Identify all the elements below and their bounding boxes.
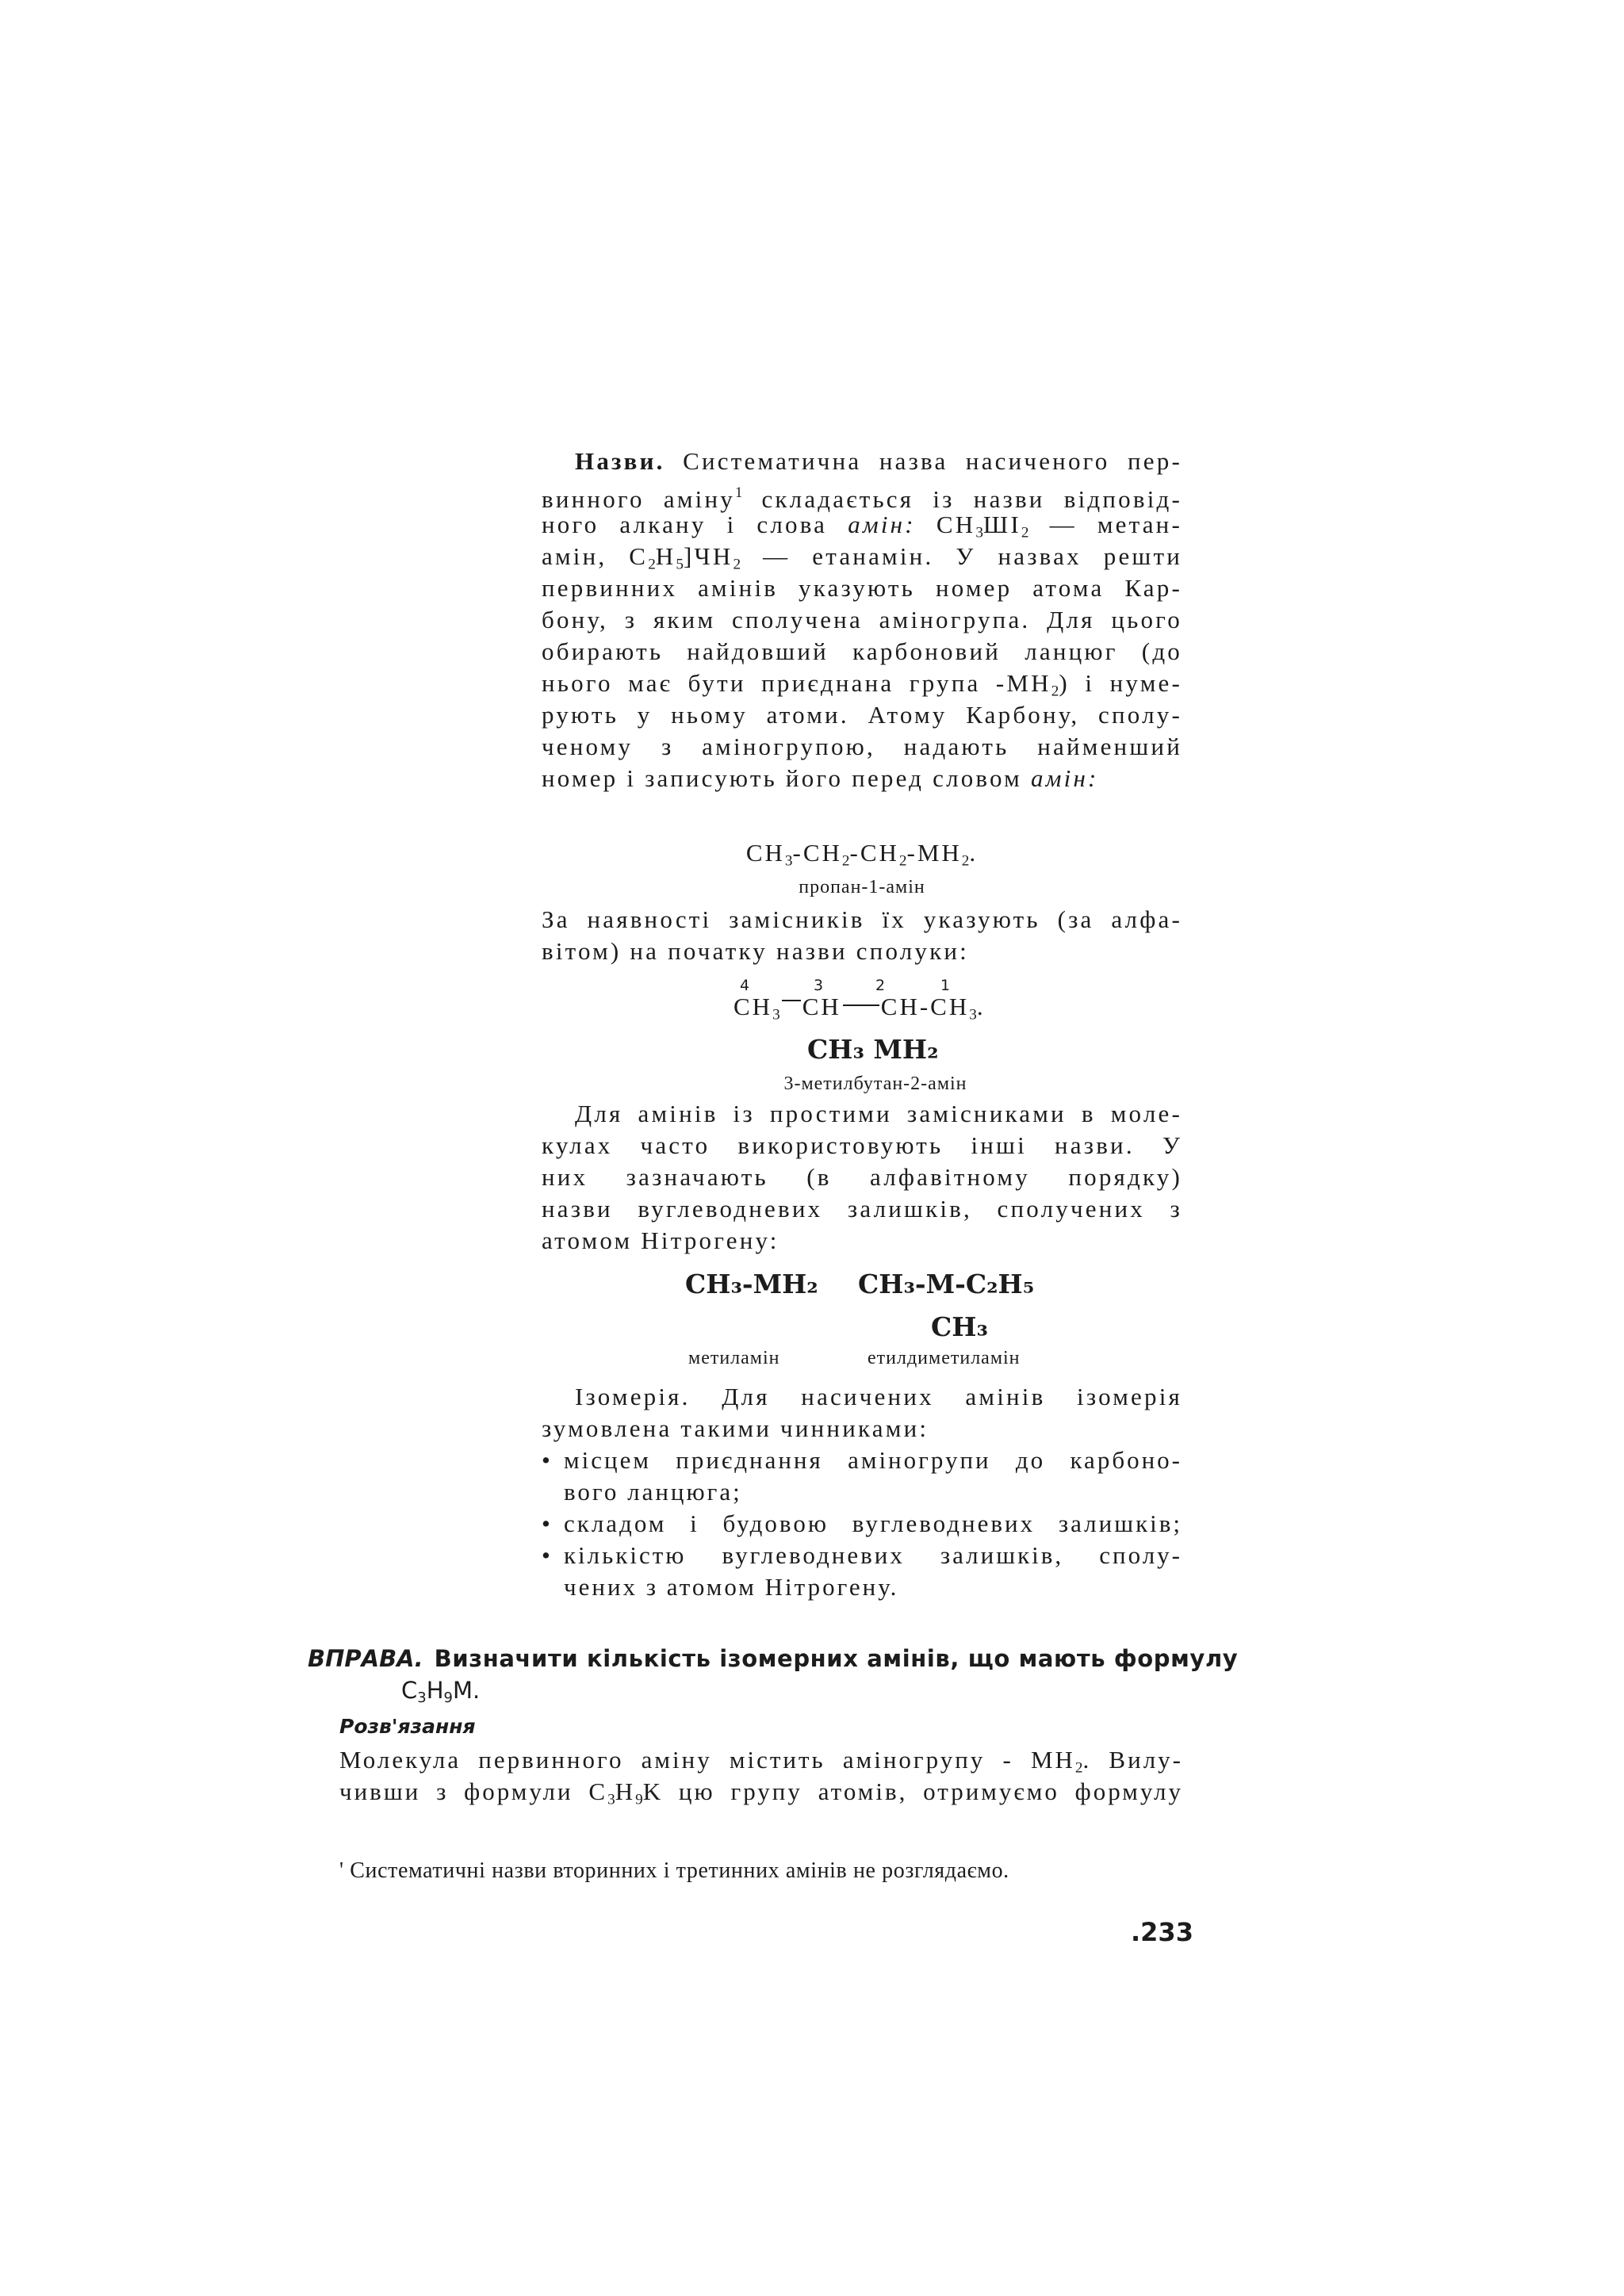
list-item bbox=[542, 1445, 1182, 1508]
text-line: Ізомерія. Для насичених амінів ізомерія bbox=[575, 1383, 1182, 1410]
text-line: рують у ньому атоми. Атому Карбону, сполу- bbox=[542, 701, 1182, 729]
bullet: • bbox=[542, 1510, 553, 1537]
text-line: зумовлена такими чинниками: bbox=[542, 1414, 929, 1442]
text-line: Назви. Систематична назва насиченого пер- bbox=[575, 447, 1182, 475]
solution-paragraph bbox=[339, 1744, 1183, 1808]
text-line: Молекула первинного аміну містить аміногрупу - $MH_2$. Вилу- bbox=[339, 1746, 1183, 1777]
text-line: нього має бути приєднана група $-MH_2$) і нуме- bbox=[542, 669, 1182, 700]
substituent-groups: CH₃ MH₂ bbox=[807, 1034, 939, 1065]
intro-paragraph bbox=[542, 446, 1182, 794]
text-line: вітом) на початку назви сполуки: bbox=[542, 937, 969, 965]
text-line: вого ланцюга; bbox=[564, 1478, 742, 1506]
text-line: Для амінів із простими замісниками в моле- bbox=[575, 1100, 1182, 1127]
structural-chain: $CH_3$ CH $CH-CH_3$. bbox=[733, 993, 986, 1024]
formula-methylamine: CH₃-MH₂ bbox=[685, 1269, 818, 1299]
exercise-text: Визначити кількість ізомерних амінів, що мають формулу bbox=[434, 1645, 1239, 1672]
formula-propanamine: $CH_3-CH_2-CH_2-MH_2$. bbox=[745, 839, 979, 870]
bullet: • bbox=[542, 1446, 553, 1474]
isomerism-factors-list bbox=[542, 1445, 1182, 1603]
compound-name: етилдиметиламін bbox=[868, 1348, 1021, 1368]
footnote: ' Систематичні назви вторинних і третинних амінів не розглядаємо. bbox=[339, 1858, 1009, 1883]
text-line: кількістю вуглеводневих залишків, сполу- bbox=[564, 1541, 1182, 1569]
text-line: бону, з яким сполучена аміногрупа. Для цього bbox=[542, 606, 1182, 633]
bond-line bbox=[782, 1000, 801, 1001]
compound-name: 3-метилбутан-2-амін bbox=[783, 1073, 967, 1094]
carbon-number: 2 bbox=[875, 977, 886, 994]
text-line: складом і будовою вуглеводневих залишків; bbox=[564, 1510, 1182, 1537]
methyl-substituent: CH₃ bbox=[931, 1311, 988, 1342]
substituents-paragraph bbox=[542, 904, 1182, 967]
text-line: назви вуглеводневих залишків, сполучених з bbox=[542, 1195, 1182, 1223]
list-item bbox=[542, 1540, 1182, 1603]
text-line: чивши з формули $C_3H_9K$ цю групу атомів, отримуємо формулу bbox=[339, 1777, 1183, 1808]
carbon-number: 3 bbox=[814, 977, 824, 994]
isomerism-paragraph bbox=[542, 1381, 1182, 1445]
exercise-label: ВПРАВА. bbox=[308, 1645, 423, 1672]
section-heading: Назви. bbox=[575, 447, 665, 475]
bullet: • bbox=[542, 1541, 553, 1569]
text-line: них зазначають (в алфавітному порядку) bbox=[542, 1163, 1182, 1191]
text-line: кулах часто використовують інші назви. У bbox=[542, 1131, 1182, 1159]
footnote-marker: 1 bbox=[734, 484, 743, 501]
simple-substituents-paragraph bbox=[542, 1098, 1182, 1257]
text-line: винного аміну$^1$ складається із назви відповід- bbox=[542, 484, 1183, 514]
exercise-line bbox=[308, 1643, 1239, 1674]
exercise-block bbox=[308, 1643, 1239, 1714]
text-line: первинних амінів указують номер атома Кар- bbox=[542, 574, 1182, 602]
page-number: .233 bbox=[1131, 1917, 1193, 1947]
bond-line bbox=[843, 1004, 879, 1006]
list-item bbox=[542, 1508, 1182, 1540]
text-line: ченому з аміногрупою, надають найменший bbox=[542, 733, 1182, 760]
text-line: місцем приєднання аміногрупи до карбоно- bbox=[564, 1446, 1182, 1474]
text-line: чених з атомом Нітрогену. bbox=[564, 1573, 899, 1601]
text-line: За наявності замісників їх указують (за алфа- bbox=[542, 905, 1182, 933]
text-line: обирають найдовший карбоновий ланцюг (до bbox=[542, 637, 1182, 665]
carbon-number: 1 bbox=[940, 977, 951, 994]
text-line: атомом Нітрогену: bbox=[542, 1226, 779, 1254]
solution-label: Розв'язання bbox=[339, 1715, 476, 1738]
text-line: амін, $C_2H_5]ЧH_2$ — етанамін. У назвах решти bbox=[542, 542, 1183, 573]
formula-ethyldimethylamine: CH₃-M-C₂H₅ bbox=[858, 1269, 1035, 1299]
compound-name: пропан-1-амін bbox=[799, 877, 925, 897]
text-line: номер і записують його перед словом амін: bbox=[542, 764, 1099, 792]
compound-name: метиламін bbox=[688, 1348, 780, 1368]
carbon-number: 4 bbox=[740, 977, 750, 994]
text-line: ного алкану і слова амін: $CH_3ШI_2$ — метан- bbox=[542, 511, 1182, 541]
exercise-formula: $C_3H_9M$. bbox=[401, 1677, 481, 1707]
